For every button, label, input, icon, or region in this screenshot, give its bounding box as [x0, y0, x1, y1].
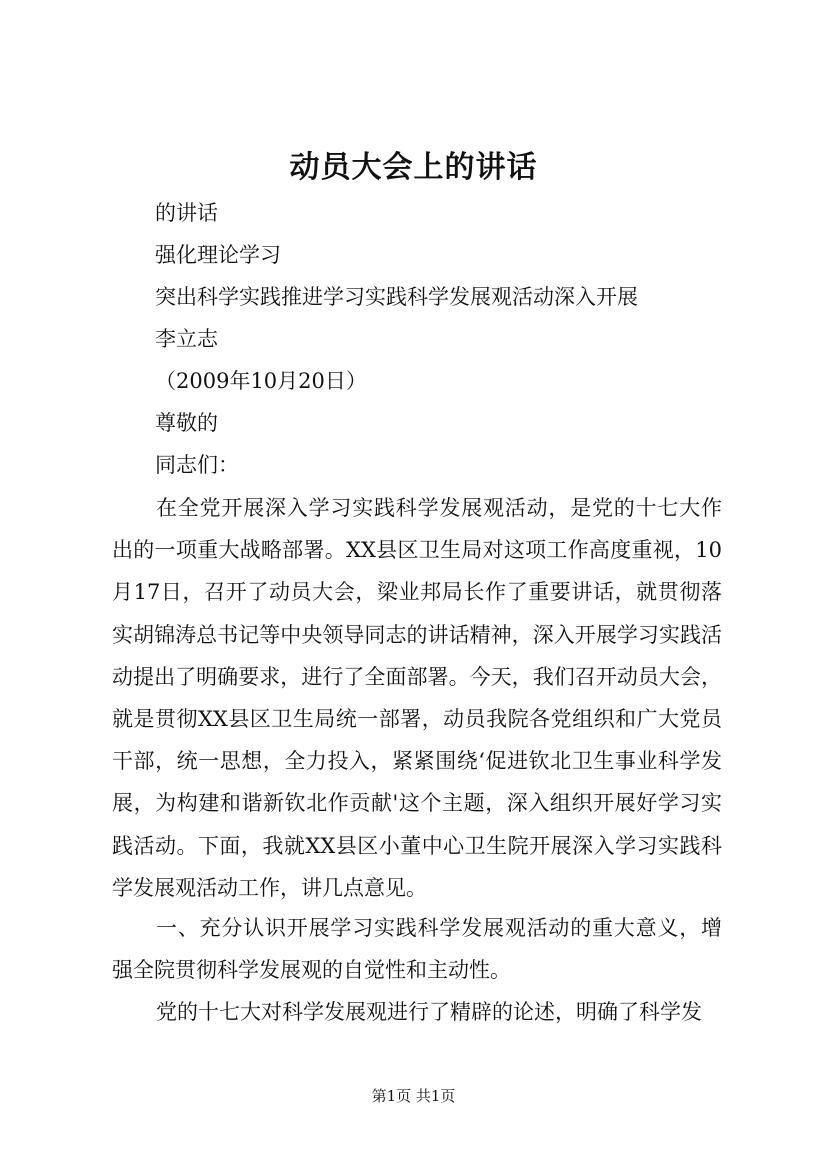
body-paragraph: 党的十七大对科学发展观进行了精辟的论述，明确了科学发 — [156, 1000, 702, 1024]
salutation-line: 尊敬的 — [155, 411, 218, 435]
page-number-footer: 第1页 共1页 — [371, 1087, 456, 1105]
header-line: 的讲话 — [155, 201, 218, 225]
speech-date: （2009年10月20日） — [155, 369, 367, 393]
section-heading-paragraph: 一、充分认识开展学习实践科学发展观活动的重大意义，增强全院贯彻科学发展观的自觉性和主动性。 — [112, 916, 722, 983]
author-name: 李立志 — [155, 327, 218, 351]
body-paragraph: 在全党开展深入学习实践科学发展观活动，是党的十七大作出的一项重大战略部署。XX县区卫生局对这项工作高度重视，10月17日，召开了动员大会，梁业邦局长作了重要讲话，就贯彻落实胡锦涛总书记等中央领导同志的讲话精神，深入开展学习实践活动提出了明确要求，进行了全面部署。今天，我们召开动员大会，就是贯彻XX县区卫生局统一部署，动员我院各党组织和广大党员干部，统一思想，全力投入，紧紧围绕‘促进钦北卫生事业科学发展，为构建和谐新钦北作贡献'这个主题，深入组织开展好学习实践活动。下面，我就XX县区小董中心卫生院开展深入学习实践科学发展观活动工作，讲几点意见。 — [112, 496, 722, 900]
header-line: 强化理论学习 — [155, 243, 281, 267]
document-title: 动员大会上的讲话 — [289, 150, 538, 185]
salutation-line: 同志们： — [155, 453, 239, 477]
header-line: 突出科学实践推进学习实践科学发展观活动深入开展 — [155, 285, 638, 309]
